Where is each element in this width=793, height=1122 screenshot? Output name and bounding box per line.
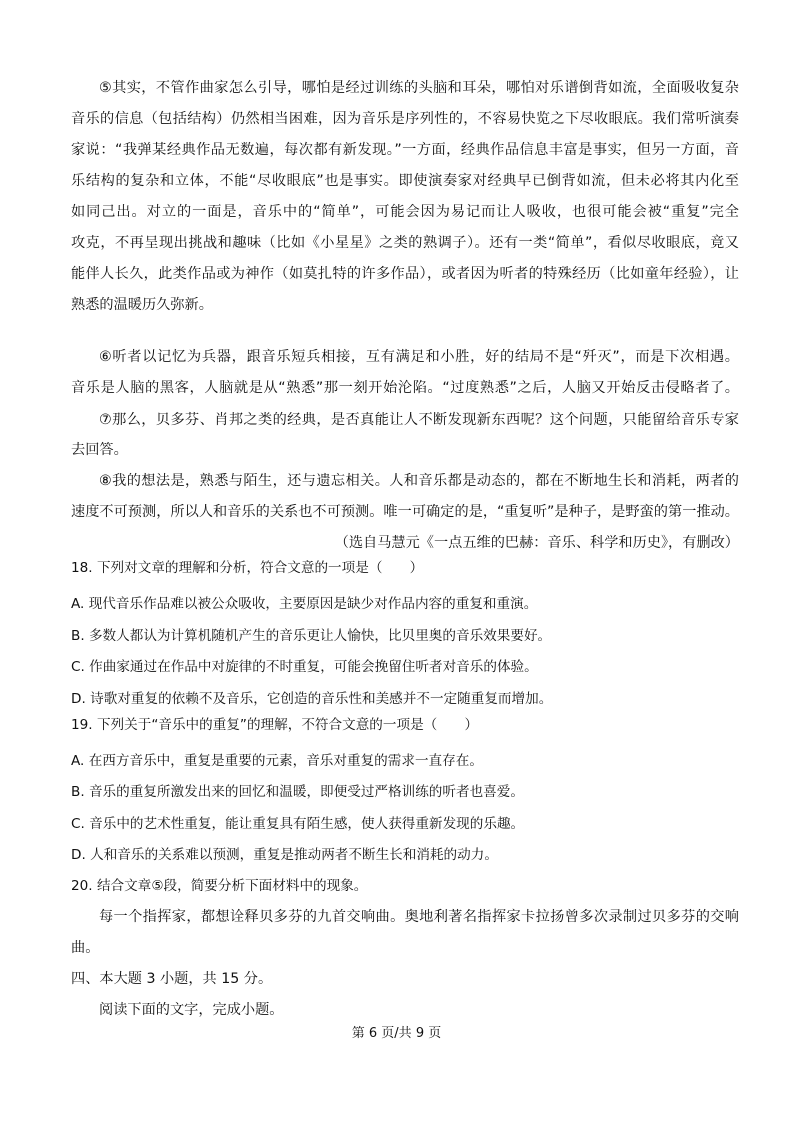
paragraph-5-line: 攻克，不再呈现出挑战和趣味（比如《小星星》之类的熟调子）。还有一类“简单”，看似尽收眼底，竟又 bbox=[71, 235, 739, 251]
paragraph-5-line: 家说：“我弹某经典作品无数遍，每次都有新发现。”一方面，经典作品信息丰富是事实，但另一方面，音 bbox=[71, 142, 739, 158]
option-c: C. 音乐中的艺术性重复，能让重复具有陌生感，使人获得重新发现的乐趣。 bbox=[71, 816, 525, 832]
paragraph-8-line: 速度不可预测，所以人和音乐的关系也不可预测。唯一可确定的是，“重复听”是种子，是野蛮的第一推动。 bbox=[71, 504, 739, 520]
instruction: 阅读下面的文字，完成小题。 bbox=[99, 1002, 284, 1018]
source-citation: （选自马慧元《一点五维的巴赫：音乐、科学和历史》，有删改） bbox=[334, 535, 739, 551]
page-footer: 第 6 页/共 9 页 bbox=[351, 1026, 442, 1041]
paragraph-6-line: ⑥听者以记忆为兵器，跟音乐短兵相接，互有满足和小胜，好的结局不是“歼灭”，而是下次相遇。 bbox=[99, 349, 739, 365]
option-d: D. 人和音乐的关系难以预测，重复是推动两者不断生长和消耗的动力。 bbox=[71, 847, 498, 863]
option-d: D. 诗歌对重复的依赖不及音乐，它创造的音乐性和美感并不一定随重复而增加。 bbox=[71, 691, 553, 707]
paragraph-6-line: 音乐是人脑的黑客，人脑就是从“熟悉”那一刻开始沦陷。“过度熟悉”之后，人脑又开始反击侵略者了。 bbox=[71, 380, 739, 396]
paragraph-7-line: ⑦那么，贝多芬、肖邦之类的经典，是否真能让人不断发现新东西呢？这个问题，只能留给音乐专家 bbox=[99, 412, 739, 428]
material-line: 曲。 bbox=[71, 940, 100, 956]
option-c: C. 作曲家通过在作品中对旋律的不时重复，可能会挽留住听者对音乐的体验。 bbox=[71, 659, 538, 675]
option-a: A. 在西方音乐中，重复是重要的元素，音乐对重复的需求一直存在。 bbox=[71, 753, 483, 769]
option-b: B. 音乐的重复所激发出来的回忆和温暖，即便受过严格训练的听者也喜爱。 bbox=[71, 784, 524, 800]
material-line: 每一个指挥家，都想诠释贝多芬的九首交响曲。奥地利著名指挥家卡拉扬曾多次录制过贝多芬的交响 bbox=[99, 909, 739, 925]
option-a: A. 现代音乐作品难以被公众吸收，主要原因是缺少对作品内容的重复和重演。 bbox=[71, 596, 538, 612]
option-b: B. 多数人都认为计算机随机产生的音乐更让人愉快，比贝里奥的音乐效果要好。 bbox=[71, 628, 552, 644]
question-stem: 18. 下列对文章的理解和分析，符合文意的一项是（ ） bbox=[71, 560, 424, 576]
section-heading: 四、本大题 3 小题，共 15 分。 bbox=[71, 971, 273, 987]
paragraph-5-line: 如同己出。对立的一面是，音乐中的“简单”，可能会因为易记而让人吸收，也很可能会被“重复”完全 bbox=[71, 204, 739, 220]
paragraph-5-line: ⑤其实，不管作曲家怎么引导，哪怕是经过训练的头脑和耳朵，哪怕对乐谱倒背如流，全面吸收复杂 bbox=[99, 80, 739, 96]
paragraph-5-line: 能伴人长久，此类作品或为神作（如莫扎特的许多作品），或者因为听者的特殊经历（比如童年经验），让 bbox=[71, 266, 739, 282]
question-stem: 19. 下列关于“音乐中的重复”的理解，不符合文意的一项是（ ） bbox=[71, 717, 479, 733]
paragraph-5-line: 乐结构的复杂和立体，不能“尽收眼底”也是事实。即使演奏家对经典早已倒背如流，但未必将其内化至 bbox=[71, 173, 739, 189]
paragraph-8-line: ⑧我的想法是，熟悉与陌生，还与遗忘相关。人和音乐都是动态的，都在不断地生长和消耗，两者的 bbox=[99, 473, 739, 489]
paragraph-5-line: 熟悉的温暖历久弥新。 bbox=[71, 297, 213, 313]
paragraph-5-line: 音乐的信息（包括结构）仍然相当困难，因为音乐是序列性的，不容易快览之下尽收眼底。我们常听演奏 bbox=[71, 111, 739, 127]
paragraph-7-line: 去回答。 bbox=[71, 442, 128, 458]
question-stem: 20. 结合文章⑤段，简要分析下面材料中的现象。 bbox=[71, 878, 368, 894]
